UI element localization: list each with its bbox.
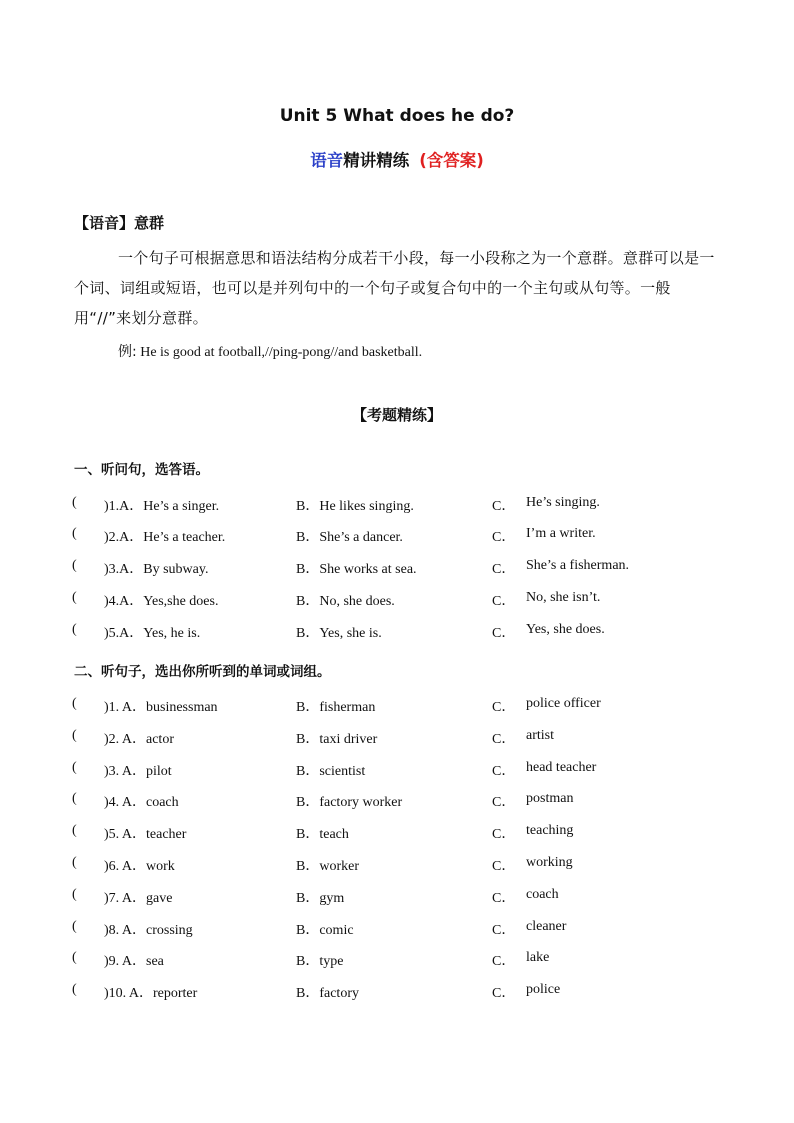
answer-blank[interactable]: (: [72, 887, 77, 902]
part1-question: [0, 622, 794, 644]
subtitle-phonics: 语音: [310, 151, 344, 170]
option-c-label: C．: [492, 530, 516, 545]
answer-blank[interactable]: (: [72, 590, 77, 605]
option-c-label: C．: [492, 827, 516, 842]
option-c-label: C．: [492, 562, 516, 577]
answer-blank[interactable]: (: [72, 855, 77, 870]
part2-question: [0, 950, 794, 972]
option-c: head teacher: [526, 760, 597, 775]
option-b: B．worker: [296, 859, 359, 874]
option-c: teaching: [526, 823, 574, 838]
option-b: B．type: [296, 954, 344, 969]
part2-question: [0, 919, 794, 941]
option-b: B．She works at sea.: [296, 562, 417, 577]
option-c: Yes, she does.: [526, 622, 605, 637]
part1-question: [0, 590, 794, 612]
option-c-label: C．: [492, 594, 516, 609]
part2-question: [0, 823, 794, 845]
answer-blank[interactable]: (: [72, 760, 77, 775]
answer-blank[interactable]: (: [72, 558, 77, 573]
option-c: working: [526, 855, 573, 870]
option-c-label: C．: [492, 732, 516, 747]
option-b: B．Yes, she is.: [296, 626, 382, 641]
option-a: )1. A．businessman: [104, 700, 218, 715]
part1-question: [0, 558, 794, 580]
answer-blank[interactable]: (: [72, 696, 77, 711]
option-c-label: C．: [492, 626, 516, 641]
part2-question: [0, 887, 794, 909]
option-c: lake: [526, 950, 550, 965]
page-subtitle: [0, 147, 794, 171]
option-a: )9. A．sea: [104, 954, 164, 969]
option-a: )2. A．actor: [104, 732, 174, 747]
option-c-label: C．: [492, 764, 516, 779]
phonics-explanation: 一个句子可根据意思和语法结构分成若干小段，每一小段称之为一个意群。意群可以是一个词、词组或短语，也可以是并列句中的一个句子或复合句中的一个主句或从句等。一般用“//”来划分意群。: [74, 249, 715, 327]
option-a: )7. A．gave: [104, 891, 173, 906]
option-a: )5.A．Yes, he is.: [104, 626, 201, 641]
option-a: )4.A．Yes,she does.: [104, 594, 219, 609]
option-c: I’m a writer.: [526, 526, 596, 541]
option-c-label: C．: [492, 954, 516, 969]
part2-question: [0, 982, 794, 1004]
option-b: B．factory worker: [296, 795, 403, 810]
option-c: cleaner: [526, 919, 567, 934]
page-title: Unit 5 What does he do?: [279, 106, 515, 126]
part1-heading: 一、听问句，选答语。: [74, 462, 209, 478]
option-c: coach: [526, 887, 559, 902]
subtitle-answers-note: (含答案): [419, 151, 484, 170]
answer-blank[interactable]: (: [72, 950, 77, 965]
option-c: artist: [526, 728, 554, 743]
option-a: )6. A．work: [104, 859, 175, 874]
part2-question: [0, 760, 794, 782]
option-b: B．teach: [296, 827, 349, 842]
part2-question: [0, 728, 794, 750]
option-c-label: C．: [492, 986, 516, 1001]
option-a: )8. A．crossing: [104, 923, 193, 938]
option-a: )4. A．coach: [104, 795, 179, 810]
option-b: B．factory: [296, 986, 359, 1001]
answer-blank[interactable]: (: [72, 919, 77, 934]
answer-blank[interactable]: (: [72, 495, 77, 510]
part1-question: [0, 495, 794, 517]
answer-blank[interactable]: (: [72, 823, 77, 838]
option-b: B．gym: [296, 891, 345, 906]
option-b: B．taxi driver: [296, 732, 378, 747]
option-c-label: C．: [492, 859, 516, 874]
option-c: police: [526, 982, 561, 997]
part2-question: [0, 696, 794, 718]
option-c-label: C．: [492, 700, 516, 715]
practice-heading: 【考题精练】: [351, 406, 442, 424]
option-c-label: C．: [492, 795, 516, 810]
option-c: postman: [526, 791, 574, 806]
option-a: )3. A．pilot: [104, 764, 172, 779]
option-b: B．fisherman: [296, 700, 376, 715]
part2-question: [0, 791, 794, 813]
subtitle-lesson: 精讲精练: [343, 151, 410, 170]
example-sentence: He is good at football,//ping-pong//and basketball.: [136, 345, 423, 360]
example-label: 例:: [118, 344, 137, 360]
option-c-label: C．: [492, 499, 516, 514]
option-c: She’s a fisherman.: [526, 558, 630, 573]
answer-blank[interactable]: (: [72, 982, 77, 997]
option-b: B．comic: [296, 923, 354, 938]
option-c-label: C．: [492, 891, 516, 906]
answer-blank[interactable]: (: [72, 526, 77, 541]
answer-blank[interactable]: (: [72, 791, 77, 806]
option-a: )5. A．teacher: [104, 827, 187, 842]
part2-question: [0, 855, 794, 877]
option-c: police officer: [526, 696, 601, 711]
option-b: B．She’s a dancer.: [296, 530, 403, 545]
answer-blank[interactable]: (: [72, 728, 77, 743]
phonics-example: [118, 341, 422, 361]
option-b: B．No, she does.: [296, 594, 395, 609]
option-c: He’s singing.: [526, 495, 600, 510]
option-c-label: C．: [492, 923, 516, 938]
option-c: No, she isn’t.: [526, 590, 601, 605]
option-a: )10. A．reporter: [104, 986, 198, 1001]
phonics-heading: 【语音】意群: [74, 214, 165, 232]
part1-question: [0, 526, 794, 548]
option-b: B．scientist: [296, 764, 366, 779]
option-b: B．He likes singing.: [296, 499, 414, 514]
part2-heading: 二、听句子，选出你所听到的单词或词组。: [74, 664, 331, 680]
answer-blank[interactable]: (: [72, 622, 77, 637]
option-a: )3.A．By subway.: [104, 562, 209, 577]
option-a: )2.A．He’s a teacher.: [104, 530, 226, 545]
option-a: )1.A．He’s a singer.: [104, 499, 220, 514]
